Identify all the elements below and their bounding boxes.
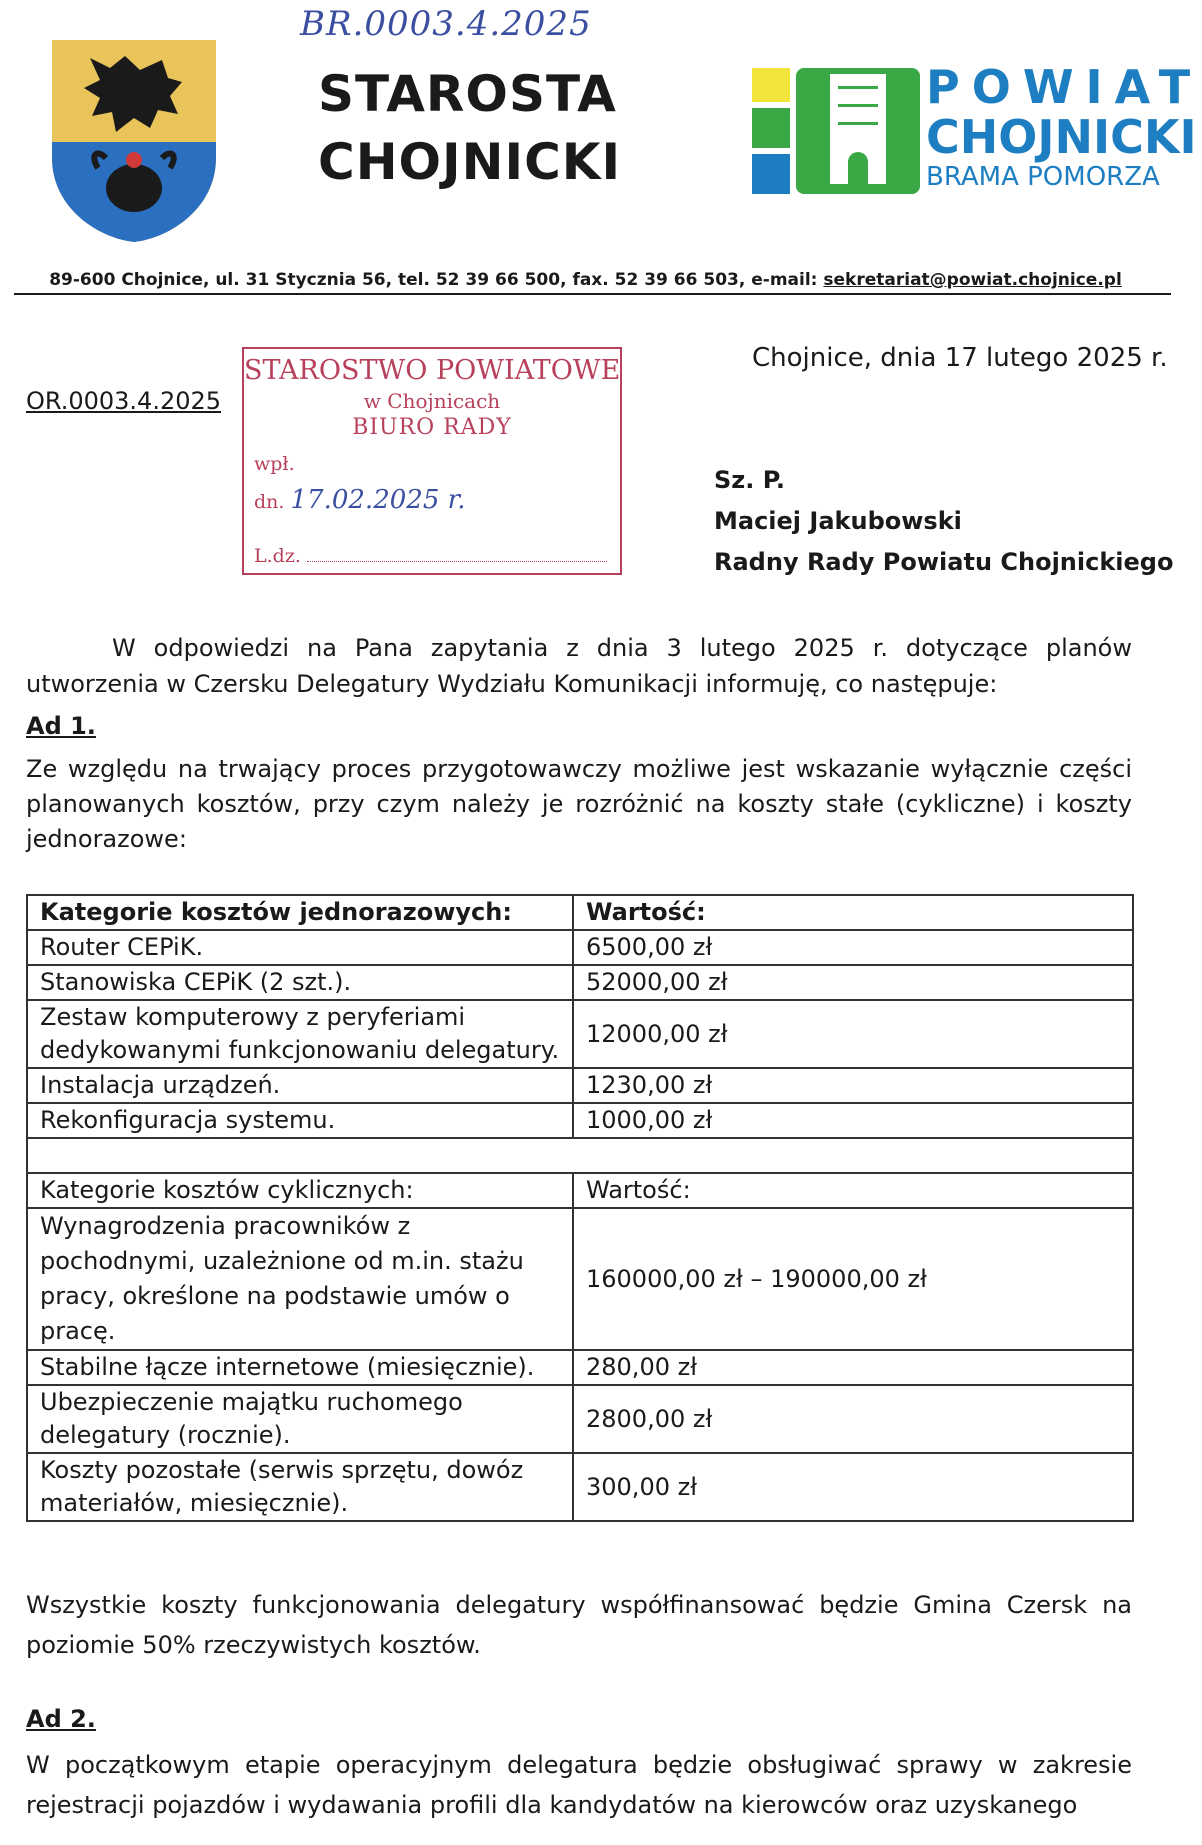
- table-row: [27, 1453, 1133, 1521]
- ad2-paragraph: W początkowym etapie operacyjnym delegatura będzie obsługiwać sprawy w zakresie rejestracji pojazdów i wydawania profili dla kandydatów na kierowców oraz uzyskanego: [26, 1751, 1132, 1819]
- logo-line1: POWIAT: [926, 60, 1202, 114]
- date-line: Chojnice, dnia 17 lutego 2025 r.: [752, 343, 1168, 373]
- cost-category: Instalacja urządzeń.: [27, 1068, 573, 1103]
- table-row: [27, 1385, 1133, 1453]
- powiat-tower-logo-icon: [752, 64, 922, 196]
- table-row: [27, 1208, 1133, 1350]
- table-row: [27, 965, 1133, 1000]
- stamp-handwritten-date: 17.02.2025 r.: [290, 485, 466, 515]
- issuer-title-line1: STAROSTA: [318, 65, 617, 123]
- cost-category: Koszty pozostałe (serwis sprzętu, dowóz materiałów, miesięcznie).: [27, 1453, 573, 1521]
- one-time-header-value: Wartość:: [573, 895, 1133, 930]
- one-time-header-row: [27, 895, 1133, 930]
- cyclic-header-value: Wartość:: [573, 1173, 1133, 1208]
- intro-text: W odpowiedzi na Pana zapytania z dnia 3 lutego 2025 r. dotyczące planów utworzenia w Czersku Delegatury Wydziału Komunikacji informuję, co następuje:: [26, 634, 1132, 698]
- stamp-ldz-row: [254, 545, 607, 567]
- stamp-ldz-label: L.dz.: [254, 545, 301, 567]
- email-link[interactable]: sekretariat@powiat.chojnice.pl: [823, 270, 1122, 290]
- cost-category: Router CEPiK.: [27, 930, 573, 965]
- stamp-dn-label: dn.: [254, 491, 285, 513]
- cost-value: 2800,00 zł: [573, 1385, 1133, 1453]
- cost-value: 280,00 zł: [573, 1350, 1133, 1385]
- intro-paragraph: [26, 630, 1132, 702]
- cofinancing-paragraph: Wszystkie koszty funkcjonowania delegatury współfinansować będzie Gmina Czersk na poziomie 50% rzeczywistych kosztów.: [26, 1591, 1132, 1659]
- cyclic-header-row: [27, 1173, 1133, 1208]
- handwritten-reference: BR.0003.4.2025: [300, 4, 592, 44]
- table-row: [27, 1000, 1133, 1068]
- receipt-stamp: [242, 347, 622, 575]
- cost-category: Wynagrodzenia pracowników z pochodnymi, uzależnione od m.in. stażu pracy, określone na podstawie umów o pracę.: [27, 1208, 573, 1350]
- addressee-salutation: Sz. P.: [714, 466, 786, 494]
- table-row: [27, 1103, 1133, 1138]
- addressee-block: [714, 460, 1173, 583]
- ad2-heading: Ad 2.: [26, 1705, 96, 1733]
- stamp-wpl-label: wpł.: [254, 453, 295, 475]
- ad1-paragraph: Ze względu na trwający proces przygotowawczy możliwe jest wskazanie wyłącznie części planowanych kosztów, przy czym należy je rozróżnić na koszty stałe (cykliczne) i koszty jednorazowe:: [26, 755, 1132, 853]
- stamp-line2: w Chojnicach: [363, 389, 501, 413]
- table-row: [27, 1068, 1133, 1103]
- spacer-cell: [27, 1138, 1133, 1173]
- stamp-dotted-line: [307, 559, 607, 562]
- cost-category: Rekonfiguracja systemu.: [27, 1103, 573, 1138]
- cost-category: Stanowiska CEPiK (2 szt.).: [27, 965, 573, 1000]
- addressee-role: Radny Rady Powiatu Chojnickiego: [714, 548, 1174, 576]
- cost-value: 160000,00 zł – 190000,00 zł: [573, 1208, 1133, 1350]
- issuer-title: [318, 60, 622, 196]
- stamp-date-row: [254, 485, 465, 515]
- cost-category: Zestaw komputerowy z peryferiami dedykowanymi funkcjonowaniu delegatury.: [27, 1000, 573, 1068]
- table-row: [27, 1350, 1133, 1385]
- powiat-logo-text: [926, 60, 1202, 192]
- case-reference: OR.0003.4.2025: [26, 387, 222, 415]
- ad1-heading: Ad 1.: [26, 712, 96, 740]
- cost-value: 1230,00 zł: [573, 1068, 1133, 1103]
- logo-line3: BRAMA POMORZA: [926, 162, 1160, 192]
- stamp-line3: BIURO RADY: [352, 415, 512, 440]
- letterhead-address: [0, 270, 1171, 290]
- cyclic-header-category: Kategorie kosztów cyklicznych:: [27, 1173, 573, 1208]
- cost-category: Stabilne łącze internetowe (miesięcznie).: [27, 1350, 573, 1385]
- logo-line2: CHOJNICKI: [926, 110, 1197, 164]
- cost-value: 52000,00 zł: [573, 965, 1133, 1000]
- cost-value: 300,00 zł: [573, 1453, 1133, 1521]
- table-spacer-row: [27, 1138, 1133, 1173]
- stamp-line1: STAROSTWO POWIATOWE: [244, 355, 621, 386]
- cost-value: 6500,00 zł: [573, 930, 1133, 965]
- table-row: [27, 930, 1133, 965]
- coat-of-arms-icon: [50, 38, 218, 244]
- cost-value: 12000,00 zł: [573, 1000, 1133, 1068]
- issuer-title-line2: CHOJNICKI: [318, 133, 622, 191]
- costs-table: [26, 894, 1134, 1522]
- address-text: 89-600 Chojnice, ul. 31 Stycznia 56, tel. 52 39 66 500, fax. 52 39 66 503, e-mail:: [49, 270, 824, 290]
- addressee-name: Maciej Jakubowski: [714, 507, 962, 535]
- one-time-header-category: Kategorie kosztów jednorazowych:: [27, 895, 573, 930]
- cost-value: 1000,00 zł: [573, 1103, 1133, 1138]
- cost-category: Ubezpieczenie majątku ruchomego delegatury (rocznie).: [27, 1385, 573, 1453]
- header-divider: [14, 293, 1171, 295]
